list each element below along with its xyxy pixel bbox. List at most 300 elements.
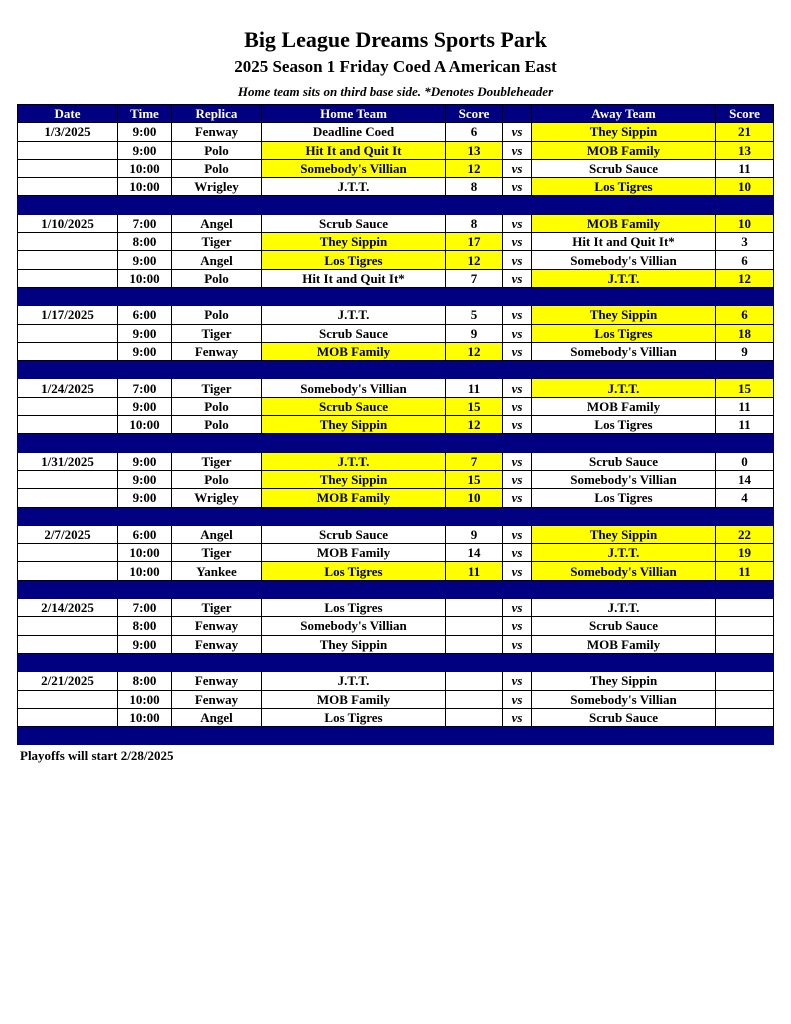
table-row <box>18 214 774 232</box>
away-team: Hit It and Quit It* <box>532 233 716 251</box>
vs-label: vs <box>503 123 532 141</box>
separator-cell <box>18 580 118 598</box>
away-score: 21 <box>716 123 774 141</box>
vs-label: vs <box>503 324 532 342</box>
home-score: 14 <box>446 544 503 562</box>
separator-cell <box>532 580 716 598</box>
away-score: 15 <box>716 379 774 397</box>
away-team: Los Tigres <box>532 178 716 196</box>
game-replica: Fenway <box>172 690 262 708</box>
vs-label: vs <box>503 672 532 690</box>
schedule-body <box>18 123 774 745</box>
game-replica: Polo <box>172 470 262 488</box>
separator-cell <box>18 287 118 305</box>
separator-cell <box>503 727 532 745</box>
home-team: MOB Family <box>262 489 446 507</box>
separator-cell <box>262 361 446 379</box>
home-score: 10 <box>446 489 503 507</box>
separator-cell <box>118 287 172 305</box>
game-time: 10:00 <box>118 159 172 177</box>
separator-cell <box>716 361 774 379</box>
game-date <box>18 159 118 177</box>
separator-cell <box>716 196 774 214</box>
home-score <box>446 672 503 690</box>
game-date <box>18 342 118 360</box>
separator-cell <box>118 196 172 214</box>
game-date <box>18 251 118 269</box>
week-separator-row <box>18 287 774 305</box>
away-score: 6 <box>716 251 774 269</box>
game-time: 9:00 <box>118 251 172 269</box>
away-score <box>716 599 774 617</box>
vs-label: vs <box>503 690 532 708</box>
away-team: Scrub Sauce <box>532 159 716 177</box>
separator-cell <box>18 653 118 671</box>
vs-label: vs <box>503 178 532 196</box>
home-score: 11 <box>446 562 503 580</box>
table-row <box>18 159 774 177</box>
table-row <box>18 617 774 635</box>
home-team: Somebody's Villian <box>262 379 446 397</box>
game-replica: Polo <box>172 416 262 434</box>
away-team: MOB Family <box>532 214 716 232</box>
game-time: 10:00 <box>118 690 172 708</box>
home-score: 15 <box>446 470 503 488</box>
page-subtitle: 2025 Season 1 Friday Coed A American East <box>234 57 557 76</box>
away-score: 18 <box>716 324 774 342</box>
vs-label: vs <box>503 233 532 251</box>
separator-cell <box>446 580 503 598</box>
separator-cell <box>532 727 716 745</box>
game-time: 9:00 <box>118 123 172 141</box>
vs-label: vs <box>503 342 532 360</box>
away-score: 13 <box>716 141 774 159</box>
game-time: 9:00 <box>118 635 172 653</box>
vs-label: vs <box>503 489 532 507</box>
away-score: 11 <box>716 416 774 434</box>
home-score: 8 <box>446 178 503 196</box>
away-score: 10 <box>716 178 774 196</box>
separator-cell <box>503 653 532 671</box>
table-header-row <box>18 105 774 123</box>
separator-cell <box>716 580 774 598</box>
home-team: Los Tigres <box>262 562 446 580</box>
home-team: MOB Family <box>262 690 446 708</box>
week-separator-row <box>18 434 774 452</box>
away-score: 3 <box>716 233 774 251</box>
game-replica: Angel <box>172 525 262 543</box>
col-header-time: Time <box>118 105 172 123</box>
home-score: 8 <box>446 214 503 232</box>
home-team: Los Tigres <box>262 708 446 726</box>
separator-cell <box>716 287 774 305</box>
away-team: J.T.T. <box>532 544 716 562</box>
game-date <box>18 489 118 507</box>
vs-label: vs <box>503 251 532 269</box>
game-date <box>18 269 118 287</box>
separator-cell <box>716 434 774 452</box>
game-date <box>18 233 118 251</box>
away-team: MOB Family <box>532 141 716 159</box>
game-replica: Tiger <box>172 599 262 617</box>
away-team: Los Tigres <box>532 489 716 507</box>
away-score <box>716 672 774 690</box>
game-date: 1/17/2025 <box>18 306 118 324</box>
game-replica: Tiger <box>172 233 262 251</box>
separator-cell <box>446 196 503 214</box>
table-row <box>18 141 774 159</box>
separator-cell <box>18 434 118 452</box>
away-team: Los Tigres <box>532 324 716 342</box>
away-team: Scrub Sauce <box>532 452 716 470</box>
game-date: 2/7/2025 <box>18 525 118 543</box>
table-row <box>18 544 774 562</box>
away-score <box>716 708 774 726</box>
game-time: 8:00 <box>118 672 172 690</box>
separator-cell <box>503 507 532 525</box>
separator-cell <box>716 727 774 745</box>
home-team: Somebody's Villian <box>262 617 446 635</box>
home-team: They Sippin <box>262 416 446 434</box>
vs-label: vs <box>503 306 532 324</box>
table-row <box>18 123 774 141</box>
home-team: J.T.T. <box>262 672 446 690</box>
game-time: 10:00 <box>118 269 172 287</box>
week-separator-row <box>18 580 774 598</box>
home-team: Hit It and Quit It <box>262 141 446 159</box>
vs-label: vs <box>503 397 532 415</box>
away-score <box>716 690 774 708</box>
game-time: 9:00 <box>118 489 172 507</box>
home-team: They Sippin <box>262 470 446 488</box>
home-team: MOB Family <box>262 342 446 360</box>
separator-cell <box>18 727 118 745</box>
separator-cell <box>716 653 774 671</box>
separator-cell <box>532 361 716 379</box>
away-score: 4 <box>716 489 774 507</box>
away-team: MOB Family <box>532 397 716 415</box>
separator-cell <box>446 727 503 745</box>
home-team: They Sippin <box>262 635 446 653</box>
home-team: Scrub Sauce <box>262 324 446 342</box>
table-row <box>18 525 774 543</box>
table-row <box>18 452 774 470</box>
game-replica: Wrigley <box>172 178 262 196</box>
vs-label: vs <box>503 617 532 635</box>
separator-cell <box>262 287 446 305</box>
table-row <box>18 397 774 415</box>
week-separator-row <box>18 507 774 525</box>
away-score: 10 <box>716 214 774 232</box>
separator-cell <box>503 287 532 305</box>
home-score: 13 <box>446 141 503 159</box>
separator-cell <box>532 653 716 671</box>
table-row <box>18 379 774 397</box>
separator-cell <box>172 580 262 598</box>
separator-cell <box>532 287 716 305</box>
away-score: 19 <box>716 544 774 562</box>
game-time: 9:00 <box>118 141 172 159</box>
away-score: 11 <box>716 159 774 177</box>
game-time: 10:00 <box>118 708 172 726</box>
game-date <box>18 617 118 635</box>
away-team: Scrub Sauce <box>532 617 716 635</box>
game-time: 9:00 <box>118 342 172 360</box>
game-date: 1/3/2025 <box>18 123 118 141</box>
vs-label: vs <box>503 708 532 726</box>
vs-label: vs <box>503 599 532 617</box>
home-score: 9 <box>446 324 503 342</box>
separator-cell <box>18 196 118 214</box>
game-time: 8:00 <box>118 233 172 251</box>
home-score: 12 <box>446 416 503 434</box>
away-team: Somebody's Villian <box>532 562 716 580</box>
game-date <box>18 397 118 415</box>
table-row <box>18 416 774 434</box>
game-time: 8:00 <box>118 617 172 635</box>
col-header-vs <box>503 105 532 123</box>
away-score: 6 <box>716 306 774 324</box>
game-date: 1/10/2025 <box>18 214 118 232</box>
separator-cell <box>532 434 716 452</box>
game-time: 9:00 <box>118 470 172 488</box>
separator-cell <box>172 727 262 745</box>
game-replica: Wrigley <box>172 489 262 507</box>
game-date <box>18 708 118 726</box>
away-team: J.T.T. <box>532 269 716 287</box>
separator-cell <box>532 507 716 525</box>
table-row <box>18 233 774 251</box>
vs-label: vs <box>503 635 532 653</box>
separator-cell <box>532 196 716 214</box>
game-time: 9:00 <box>118 397 172 415</box>
home-score <box>446 617 503 635</box>
separator-cell <box>262 653 446 671</box>
separator-cell <box>262 727 446 745</box>
away-score <box>716 617 774 635</box>
away-team: J.T.T. <box>532 599 716 617</box>
home-team: MOB Family <box>262 544 446 562</box>
table-row <box>18 672 774 690</box>
away-team: They Sippin <box>532 672 716 690</box>
away-team: Somebody's Villian <box>532 690 716 708</box>
game-time: 6:00 <box>118 525 172 543</box>
away-team: Somebody's Villian <box>532 251 716 269</box>
separator-cell <box>262 507 446 525</box>
game-date <box>18 544 118 562</box>
table-row <box>18 690 774 708</box>
game-replica: Fenway <box>172 635 262 653</box>
table-row <box>18 269 774 287</box>
separator-cell <box>118 653 172 671</box>
vs-label: vs <box>503 416 532 434</box>
separator-cell <box>503 580 532 598</box>
home-team: They Sippin <box>262 233 446 251</box>
game-date <box>18 178 118 196</box>
away-score: 11 <box>716 397 774 415</box>
table-row <box>18 306 774 324</box>
table-row <box>18 635 774 653</box>
home-score: 11 <box>446 379 503 397</box>
separator-cell <box>118 507 172 525</box>
home-score: 12 <box>446 159 503 177</box>
away-score: 0 <box>716 452 774 470</box>
week-separator-row <box>18 361 774 379</box>
away-team: Somebody's Villian <box>532 342 716 360</box>
away-score: 12 <box>716 269 774 287</box>
away-team: Scrub Sauce <box>532 708 716 726</box>
vs-label: vs <box>503 379 532 397</box>
away-team: Somebody's Villian <box>532 470 716 488</box>
away-score: 9 <box>716 342 774 360</box>
game-replica: Tiger <box>172 544 262 562</box>
away-team: They Sippin <box>532 306 716 324</box>
schedule-note: Home team sits on third base side. *Denotes Doubleheader <box>237 84 554 99</box>
game-replica: Fenway <box>172 342 262 360</box>
home-team: Scrub Sauce <box>262 397 446 415</box>
separator-cell <box>118 361 172 379</box>
week-separator-row <box>18 196 774 214</box>
table-row <box>18 562 774 580</box>
schedule-table <box>17 104 774 745</box>
game-replica: Tiger <box>172 379 262 397</box>
home-team: Somebody's Villian <box>262 159 446 177</box>
game-date <box>18 416 118 434</box>
separator-cell <box>503 434 532 452</box>
vs-label: vs <box>503 452 532 470</box>
game-time: 9:00 <box>118 324 172 342</box>
game-replica: Angel <box>172 708 262 726</box>
col-header-home-team: Home Team <box>262 105 446 123</box>
separator-cell <box>446 361 503 379</box>
page-title: Big League Dreams Sports Park <box>244 27 547 52</box>
home-score <box>446 690 503 708</box>
game-replica: Angel <box>172 214 262 232</box>
week-separator-row <box>18 727 774 745</box>
table-row <box>18 251 774 269</box>
game-replica: Fenway <box>172 672 262 690</box>
home-team: Scrub Sauce <box>262 214 446 232</box>
table-row <box>18 489 774 507</box>
game-time: 10:00 <box>118 178 172 196</box>
game-replica: Angel <box>172 251 262 269</box>
vs-label: vs <box>503 470 532 488</box>
game-time: 10:00 <box>118 544 172 562</box>
game-replica: Polo <box>172 306 262 324</box>
vs-label: vs <box>503 562 532 580</box>
game-time: 6:00 <box>118 306 172 324</box>
home-score: 5 <box>446 306 503 324</box>
home-score: 15 <box>446 397 503 415</box>
game-date <box>18 324 118 342</box>
home-score: 12 <box>446 251 503 269</box>
home-team: Deadline Coed <box>262 123 446 141</box>
vs-label: vs <box>503 141 532 159</box>
home-score: 9 <box>446 525 503 543</box>
col-header-replica: Replica <box>172 105 262 123</box>
col-header-away-score: Score <box>716 105 774 123</box>
table-row <box>18 708 774 726</box>
col-header-date: Date <box>18 105 118 123</box>
game-date <box>18 690 118 708</box>
table-row <box>18 324 774 342</box>
home-score: 17 <box>446 233 503 251</box>
home-team: Los Tigres <box>262 251 446 269</box>
week-separator-row <box>18 653 774 671</box>
game-date: 2/14/2025 <box>18 599 118 617</box>
game-replica: Polo <box>172 141 262 159</box>
vs-label: vs <box>503 269 532 287</box>
home-team: Los Tigres <box>262 599 446 617</box>
vs-label: vs <box>503 525 532 543</box>
separator-cell <box>446 287 503 305</box>
game-replica: Polo <box>172 269 262 287</box>
home-score <box>446 599 503 617</box>
table-row <box>18 599 774 617</box>
separator-cell <box>172 196 262 214</box>
game-replica: Polo <box>172 159 262 177</box>
separator-cell <box>18 361 118 379</box>
game-replica: Fenway <box>172 123 262 141</box>
away-score <box>716 635 774 653</box>
separator-cell <box>262 196 446 214</box>
home-score: 12 <box>446 342 503 360</box>
separator-cell <box>118 727 172 745</box>
separator-cell <box>503 196 532 214</box>
away-team: They Sippin <box>532 525 716 543</box>
home-team: Scrub Sauce <box>262 525 446 543</box>
table-row <box>18 178 774 196</box>
game-time: 9:00 <box>118 452 172 470</box>
separator-cell <box>262 434 446 452</box>
away-score: 14 <box>716 470 774 488</box>
home-score <box>446 635 503 653</box>
separator-cell <box>172 434 262 452</box>
game-time: 7:00 <box>118 599 172 617</box>
game-date <box>18 470 118 488</box>
game-replica: Tiger <box>172 324 262 342</box>
separator-cell <box>172 287 262 305</box>
away-team: Los Tigres <box>532 416 716 434</box>
game-time: 7:00 <box>118 379 172 397</box>
game-replica: Tiger <box>172 452 262 470</box>
away-score: 22 <box>716 525 774 543</box>
home-team: J.T.T. <box>262 452 446 470</box>
away-team: MOB Family <box>532 635 716 653</box>
separator-cell <box>18 507 118 525</box>
game-replica: Polo <box>172 397 262 415</box>
game-time: 7:00 <box>118 214 172 232</box>
separator-cell <box>172 361 262 379</box>
separator-cell <box>503 361 532 379</box>
game-replica: Yankee <box>172 562 262 580</box>
home-score: 7 <box>446 452 503 470</box>
game-time: 10:00 <box>118 416 172 434</box>
separator-cell <box>446 653 503 671</box>
col-header-away-team: Away Team <box>532 105 716 123</box>
game-date <box>18 141 118 159</box>
separator-cell <box>172 507 262 525</box>
vs-label: vs <box>503 214 532 232</box>
home-score: 6 <box>446 123 503 141</box>
game-date: 1/24/2025 <box>18 379 118 397</box>
separator-cell <box>716 507 774 525</box>
away-team: They Sippin <box>532 123 716 141</box>
separator-cell <box>118 434 172 452</box>
vs-label: vs <box>503 159 532 177</box>
home-score: 7 <box>446 269 503 287</box>
game-date <box>18 635 118 653</box>
